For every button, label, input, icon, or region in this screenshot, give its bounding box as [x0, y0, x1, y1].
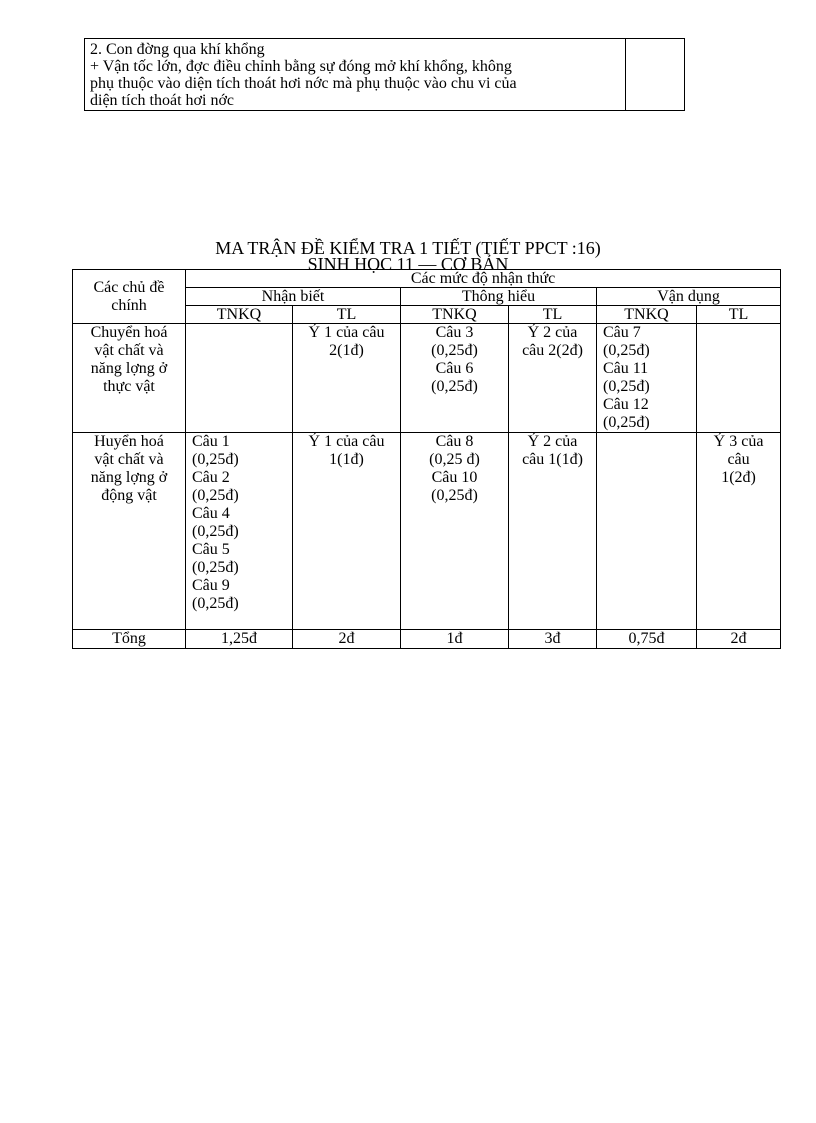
topic-cell: Huyển hoá vật chất và năng lợng ở động vật — [73, 433, 186, 630]
matrix-subtitle: SINH HỌC 11 — CƠ BẢN — [307, 254, 509, 274]
matrix-title: MA TRẬN ĐỀ KIỂM TRA 1 TIẾT (TIẾT PPCT :16) — [215, 238, 601, 258]
header-row — [73, 270, 781, 288]
matrix-cell — [186, 324, 293, 433]
topic-cell: Chuyển hoá vật chất và năng lợng ở thực vật — [73, 324, 186, 433]
total-row — [73, 630, 781, 649]
matrix-cell: Câu 8 (0,25 đ) Câu 10 (0,25đ) — [401, 433, 509, 630]
topic-header: Các chủ đề chính — [73, 270, 186, 324]
level-understand: Thông hiểu — [401, 288, 597, 306]
matrix-cell: Ý 1 của câu 2(1đ) — [293, 324, 401, 433]
knowledge-matrix-table — [72, 269, 781, 649]
matrix-cell: Câu 1 (0,25đ) Câu 2 (0,25đ) Câu 4 (0,25đ) Câu 5 (0,25đ) Câu 9 (0,25đ) — [186, 433, 293, 630]
subheader-tl: TL — [293, 306, 401, 324]
subheader-tnkq: TNKQ — [186, 306, 293, 324]
matrix-cell — [697, 324, 781, 433]
subheader-tl: TL — [697, 306, 781, 324]
matrix-cell: Ý 2 của câu 2(2đ) — [509, 324, 597, 433]
table-row — [73, 324, 781, 433]
matrix-cell — [597, 433, 697, 630]
matrix-cell: Câu 7 (0,25đ) Câu 11 (0,25đ) Câu 12 (0,25đ) — [597, 324, 697, 433]
answer-text-cell — [85, 39, 626, 110]
subheader-tnkq: TNKQ — [597, 306, 697, 324]
total-cell: 2đ — [697, 630, 781, 649]
matrix-cell: Ý 1 của câu 1(1đ) — [293, 433, 401, 630]
table-row — [73, 433, 781, 630]
total-cell: 0,75đ — [597, 630, 697, 649]
score-cell — [626, 39, 684, 110]
answer-line: + Vận tốc lớn, đợc điều chỉnh bằng sự đóng mở khí khổng, không — [90, 58, 512, 75]
levels-header: Các mức độ nhận thức — [186, 270, 781, 288]
answer-box — [84, 38, 685, 111]
level-recognize: Nhận biết — [186, 288, 401, 306]
total-label: Tổng — [73, 630, 186, 649]
matrix-cell: Câu 3 (0,25đ) Câu 6 (0,25đ) — [401, 324, 509, 433]
level-apply: Vận dụng — [597, 288, 781, 306]
total-cell: 1,25đ — [186, 630, 293, 649]
answer-line: 2. Con đờng qua khí khổng — [90, 41, 265, 58]
matrix-cell: Ý 2 của câu 1(1đ) — [509, 433, 597, 630]
total-cell: 3đ — [509, 630, 597, 649]
matrix-cell: Ý 3 của câu 1(2đ) — [697, 433, 781, 630]
answer-line: phụ thuộc vào diện tích thoát hơi nớc mà phụ thuộc vào chu vi của — [90, 75, 517, 92]
subheader-tl: TL — [509, 306, 597, 324]
total-cell: 1đ — [401, 630, 509, 649]
subheader-tnkq: TNKQ — [401, 306, 509, 324]
answer-line: diện tích thoát hơi nớc — [90, 92, 234, 109]
total-cell: 2đ — [293, 630, 401, 649]
